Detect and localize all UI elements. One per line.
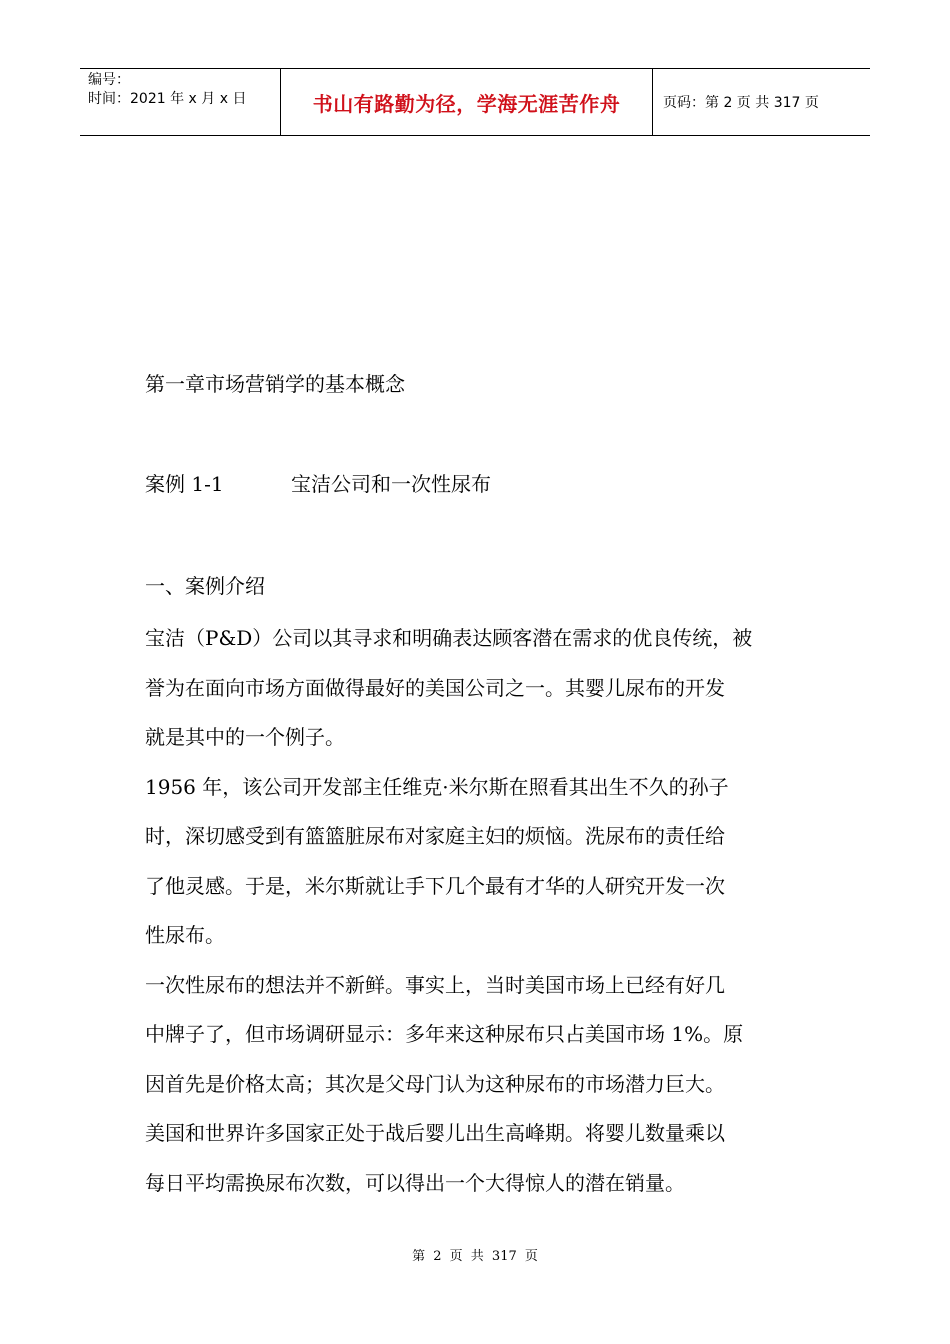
- text-line: 宝洁（P&D）公司以其寻求和明确表达顾客潜在需求的优良传统，被: [145, 626, 753, 650]
- body-text: [145, 614, 815, 1208]
- text-line: 时，深切感受到有篮篮脏尿布对家庭主妇的烦恼。洗尿布的责任给: [145, 824, 725, 848]
- text-line: 美国和世界许多国家正处于战后婴儿出生高峰期。将婴儿数量乘以: [145, 1121, 725, 1145]
- page-header: [80, 68, 870, 136]
- header-page-info: 页码：第 2 页 共 317 页: [663, 95, 819, 111]
- text-line: 一次性尿布的想法并不新鲜。事实上，当时美国市场上已经有好几: [145, 972, 725, 997]
- page-footer: 第 2 页 共 317 页: [412, 1249, 538, 1264]
- chapter-title: 第一章市场营销学的基本概念: [145, 372, 405, 396]
- case-title: [145, 468, 491, 497]
- text-line: 1956 年，该公司开发部主任维克·米尔斯在照看其出生不久的孙子: [145, 774, 729, 799]
- time-label: 时间：2021 年 x 月 x 日: [88, 91, 247, 107]
- case-name: 宝洁公司和一次性尿布: [291, 472, 491, 496]
- header-motto: 书山有路勤为径，学海无涯苦作舟: [281, 69, 653, 135]
- text-line: 每日平均需换尿布次数，可以得出一个大得惊人的潜在销量。: [145, 1170, 685, 1195]
- header-meta: [80, 69, 281, 135]
- text-line: 就是其中的一个例子。: [145, 725, 345, 749]
- text-line: 了他灵感。于是，米尔斯就让手下几个最有才华的人研究开发一次: [145, 873, 725, 898]
- number-label: 编号：: [88, 72, 130, 88]
- text-line: 性尿布。: [145, 923, 225, 947]
- text-line: 因首先是价格太高；其次是父母门认为这种尿布的市场潜力巨大。: [145, 1071, 725, 1096]
- text-line: 誉为在面向市场方面做得最好的美国公司之一。其婴儿尿布的开发: [145, 675, 725, 700]
- text-line: 中牌子了，但市场调研显示：多年来这种尿布只占美国市场 1%。原: [145, 1022, 744, 1046]
- section-heading: 一、案例介绍: [145, 574, 265, 598]
- case-number: 案例 1-1: [145, 472, 224, 496]
